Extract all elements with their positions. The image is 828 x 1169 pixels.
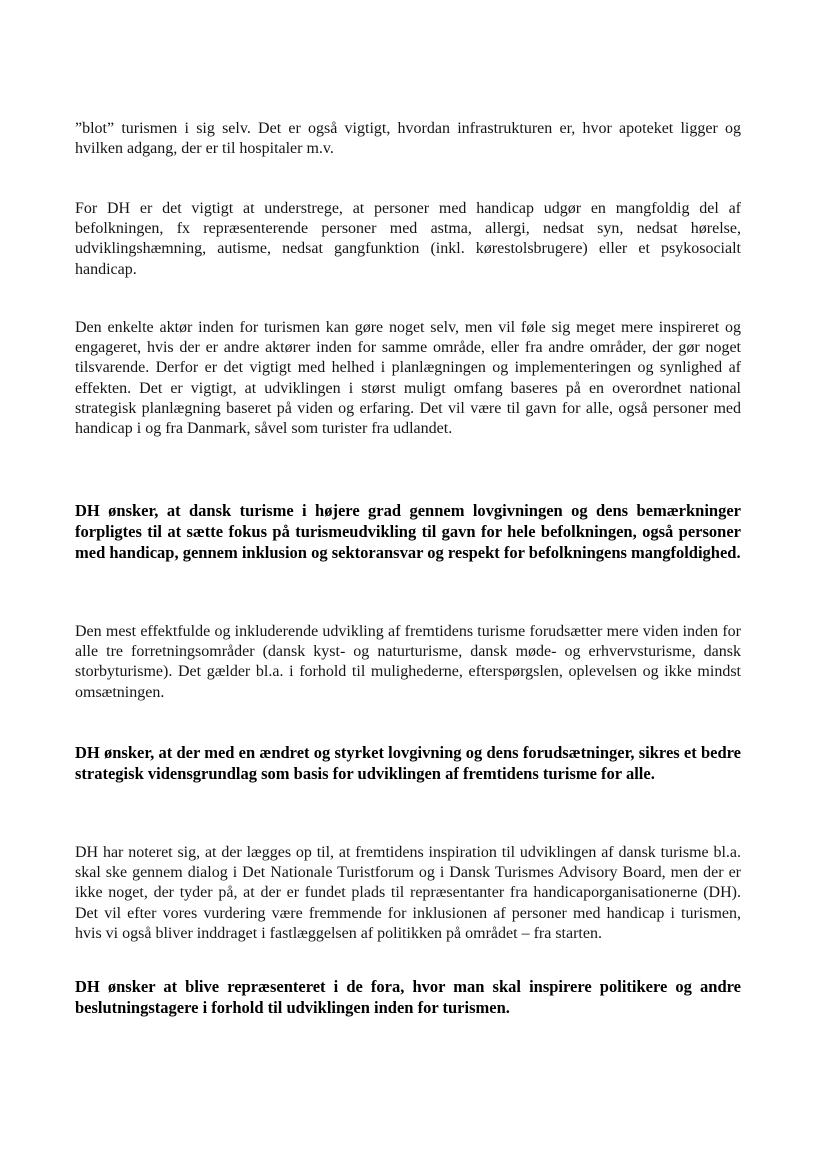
- demand-representation: DH ønsker at blive repræsenteret i de fora, hvor man skal inspirere politikere og andre beslutningstagere i forhold til udviklingen inden for turismen.: [75, 977, 741, 1017]
- paragraph-infrastructure: ”blot” turismen i sig selv. Det er også vigtigt, hvordan infrastrukturen er, hvor apoteket ligger og hvilken adgang, der er til hospitaler m.v.: [75, 120, 741, 158]
- demand-legislation: DH ønsker, at dansk turisme i højere grad gennem lovgivningen og dens bemærkninger forpligtes til at sætte fokus på turismeudvikling til gavn for hele befolkningen, også personer med handicap, gennem inklusion og sektoransvar og respekt for befolkningens mangfoldighed.: [75, 501, 741, 562]
- paragraph-knowledge: Den mest effektfulde og inkluderende udvikling af fremtidens turisme forudsætter mere viden inden for alle tre forretningsområder (dansk kyst- og naturturisme, dansk møde- og erhvervsturisme, dansk storbyturisme). Det gælder bl.a. i forhold til mulighederne, efterspørgslen, oplevelsen og ikke mindst omsætningen.: [75, 623, 741, 701]
- paragraph-representation: DH har noteret sig, at der lægges op til, at fremtidens inspiration til udviklingen af dansk turisme bl.a. skal ske gennem dialog i Det Nationale Turistforum og i Dansk Turismes Advisory Board, men der er ikke noget, der tyder på, at der er fundet plads til repræsentanter fra handicaporganisationerne (DH). Det vil efter vores vurdering være fremmende for inklusionen af personer med handicap i turismen, hvis vi også bliver inddraget i fastlæggelsen af politikken på området – fra starten.: [75, 844, 741, 942]
- demand-knowledge-base: DH ønsker, at der med en ændret og styrket lovgivning og dens forudsætninger, sikres et bedre strategisk vidensgrundlag som basis for udviklingen af fremtidens turisme for alle.: [75, 743, 741, 783]
- paragraph-diversity: For DH er det vigtigt at understrege, at personer med handicap udgør en mangfoldig del af befolkningen, fx repræsenterende personer med astma, allergi, nedsat syn, nedsat hørelse, udviklingshæmning, autisme, nedsat gangfunktion (inkl. kørestolsbrugere) eller et psykosocialt handicap.: [75, 200, 741, 278]
- paragraph-national-strategy: Den enkelte aktør inden for turismen kan gøre noget selv, men vil føle sig meget mere inspireret og engageret, hvis der er andre aktører inden for samme område, eller fra andre områder, der gør noget tilsvarende. Derfor er det vigtigt med helhed i planlægningen og implementeringen og synlighed af effekten. Det er vigtigt, at udviklingen i størst muligt omfang baseres på en overordnet national strategisk planlægning baseret på viden og erfaring. Det vil være til gavn for alle, også personer med handicap i og fra Danmark, såvel som turister fra udlandet.: [75, 319, 741, 438]
